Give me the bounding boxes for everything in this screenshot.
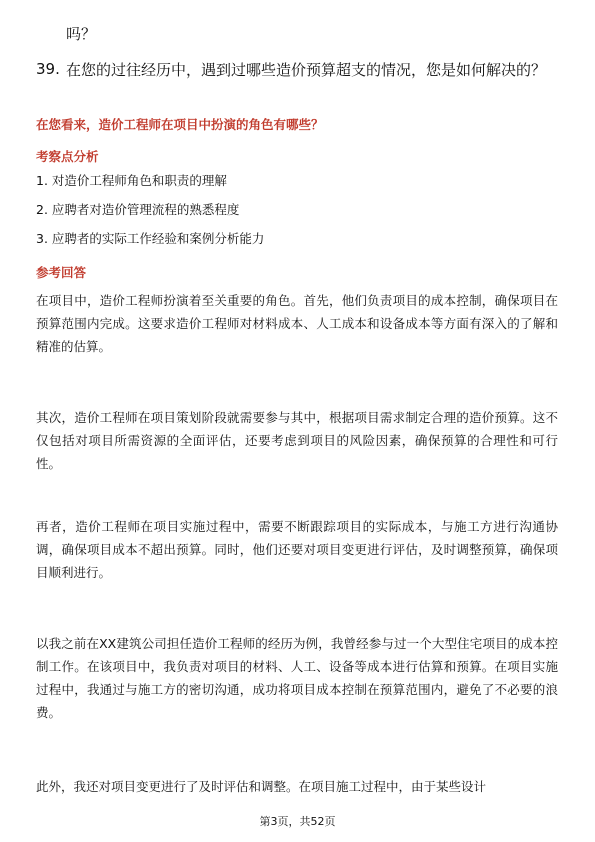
answer-paragraph: 再者，造价工程师在项目实施过程中，需要不断跟踪项目的实际成本，与施工方进行沟通协调，确保项目成本不超出预算。同时，他们还要对项目变更进行评估，及时调整预算，确保项目顺利进行。	[36, 519, 558, 580]
analysis-heading: 考察点分析	[36, 149, 99, 164]
answer-paragraph: 以我之前在XX建筑公司担任造价工程师的经历为例，我曾经参与过一个大型住宅项目的成本控制工作。在该项目中，我负责对项目的材料、人工、设备等成本进行估算和预算。在项目实施过程中，我通过与施工方的密切沟通，成功将项目成本控制在预算范围内，避免了不必要的浪费。	[36, 636, 558, 720]
top-fragment: 吗？	[66, 25, 97, 43]
sub-question: 在您看来，造价工程师在项目中扮演的角色有哪些？	[36, 117, 324, 132]
answer-paragraph: 在项目中，造价工程师扮演着至关重要的角色。首先，他们负责项目的成本控制，确保项目在预算范围内完成。这要求造价工程师对材料成本、人工成本和设备成本等方面有深入的了解和精准的估算。	[36, 293, 558, 354]
analysis-item: 2. 应聘者对造价管理流程的熟悉程度	[36, 202, 240, 217]
question-text: 在您的过往经历中，遇到过哪些造价预算超支的情况，您是如何解决的？	[66, 61, 547, 79]
analysis-item: 3. 应聘者的实际工作经验和案例分析能力	[36, 231, 265, 246]
answer-paragraph: 此外，我还对项目变更进行了及时评估和调整。在项目施工过程中，由于某些设计	[36, 779, 487, 794]
page-footer: 第3页，共52页	[259, 815, 336, 828]
question-number: 39.	[36, 60, 60, 78]
answer-paragraph: 其次，造价工程师在项目策划阶段就需要参与其中，根据项目需求制定合理的造价预算。这不仅包括对项目所需资源的全面评估，还要考虑到项目的风险因素，确保预算的合理性和可行性。	[36, 410, 558, 471]
analysis-item: 1. 对造价工程师角色和职责的理解	[36, 173, 227, 188]
answer-heading: 参考回答	[36, 265, 87, 280]
